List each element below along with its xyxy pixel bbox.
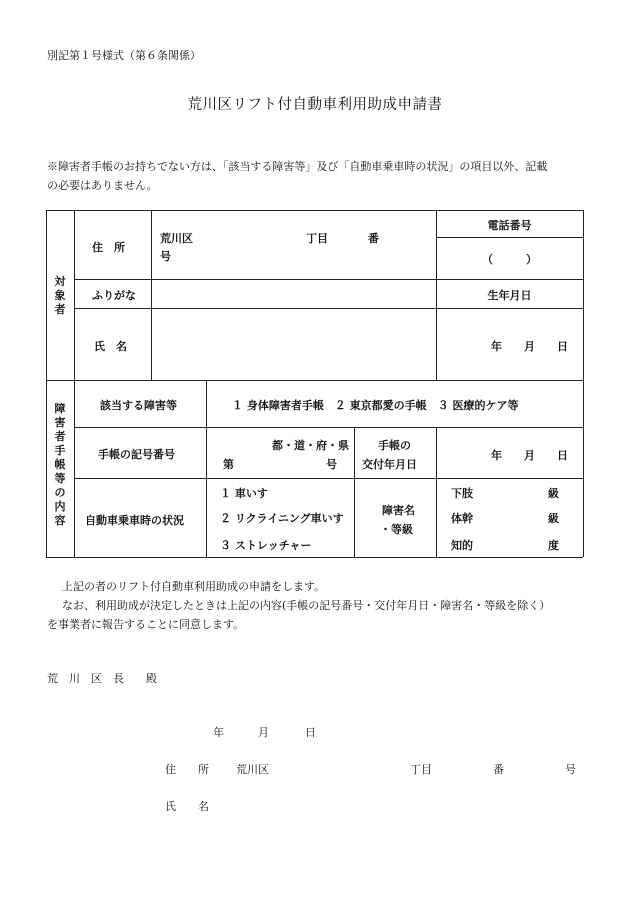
- address-ban: 番: [368, 232, 379, 245]
- page-title: 荒川区リフト付自動車利用助成申請書: [187, 97, 443, 113]
- boarding-option-wheelchair[interactable]: １ 車いす: [220, 487, 268, 500]
- birthdate-field[interactable]: 年 月 日: [491, 340, 568, 353]
- footer-address-ban: 番: [493, 763, 504, 776]
- footer-name-label: 氏 名: [165, 800, 209, 813]
- disability-name-label-2: ・等級: [380, 523, 413, 536]
- boarding-status-label: 自動車乗車時の状況: [85, 514, 184, 527]
- address-ward: 荒川区: [160, 232, 193, 245]
- grade-unit-trunk: 級: [548, 512, 559, 525]
- statement-line-2: なお、利用助成が決定したときは上記の内容(手帳の記号番号・交付年月日・障害名・等級を除く）: [62, 599, 551, 612]
- grade-unit-lower-limb: 級: [548, 487, 559, 500]
- grade-name-trunk: 体幹: [451, 512, 473, 525]
- grade-field[interactable]: [478, 482, 544, 552]
- grade-unit-intellectual: 度: [548, 539, 559, 552]
- handbook-number-label: 手帳の記号番号: [98, 448, 175, 461]
- address-chome: 丁目: [306, 232, 328, 245]
- phone-field[interactable]: （ ）: [482, 253, 537, 266]
- form-reference: 別記第１号様式（第６条関係）: [47, 49, 201, 62]
- issue-date-field[interactable]: 年 月 日: [491, 449, 568, 462]
- handbook-number-field[interactable]: [236, 452, 322, 472]
- footer-date-month: 月: [258, 726, 269, 739]
- address-label: 住 所: [92, 241, 125, 254]
- grade-name-lower-limb: 下肢: [451, 487, 473, 500]
- address-go: 号: [160, 250, 171, 263]
- handbook-dai: 第: [223, 458, 234, 471]
- applicable-disability-label: 該当する障害等: [100, 399, 177, 412]
- footer-address-label: 住 所: [165, 763, 209, 776]
- note-line-2: の必要はありません。: [47, 179, 158, 192]
- name-field[interactable]: [153, 310, 434, 378]
- footer-address-go: 号: [565, 763, 576, 776]
- phone-label: 電話番号: [487, 219, 532, 232]
- issue-date-label-1: 手帳の: [378, 439, 411, 452]
- prefecture-text: 都・道・府・県: [272, 439, 349, 452]
- birthdate-label: 生年月日: [487, 289, 532, 302]
- issue-date-label-2: 交付年月日: [362, 458, 417, 471]
- boarding-option-reclining[interactable]: ２ リクライニング車いす: [220, 512, 344, 525]
- furigana-label: ふりがな: [92, 289, 136, 302]
- applicable-disability-options[interactable]: １ 身体障害者手帳 ２ 東京都愛の手帳 ３ 医療的ケア等: [232, 399, 519, 412]
- footer-date-year: 年: [213, 726, 224, 739]
- handbook-go: 号: [326, 458, 337, 471]
- footer-address-field[interactable]: [280, 756, 400, 780]
- note-line-1: ※障害者手帳のお持ちでない方は、「該当する障害等」及び「自動車乗車時の状況」の項目以外、記載: [47, 160, 548, 173]
- footer-name-field[interactable]: [230, 792, 570, 816]
- name-label: 氏 名: [94, 340, 127, 353]
- footer-date-field[interactable]: [175, 718, 315, 742]
- grade-name-intellectual: 知的: [451, 539, 473, 552]
- statement-line-3: を事業者に報告することに同意します。: [47, 618, 245, 631]
- statement-line-1: 上記の者のリフト付自動車利用助成の申請をします。: [62, 580, 326, 593]
- boarding-option-stretcher[interactable]: ３ ストレッチャー: [220, 539, 312, 552]
- furigana-field[interactable]: [153, 281, 434, 307]
- footer-address-chome: 丁目: [410, 763, 432, 776]
- section-disability-label: 障害者手帳等の内容: [54, 402, 66, 527]
- addressee: 荒 川 区 長 殿: [47, 672, 157, 685]
- section-subject-label: 対象者: [54, 275, 66, 316]
- address-field[interactable]: [212, 226, 372, 272]
- footer-address-ward: 荒川区: [236, 763, 269, 776]
- disability-name-label-1: 障害名: [382, 504, 415, 517]
- footer-date-day: 日: [305, 726, 316, 739]
